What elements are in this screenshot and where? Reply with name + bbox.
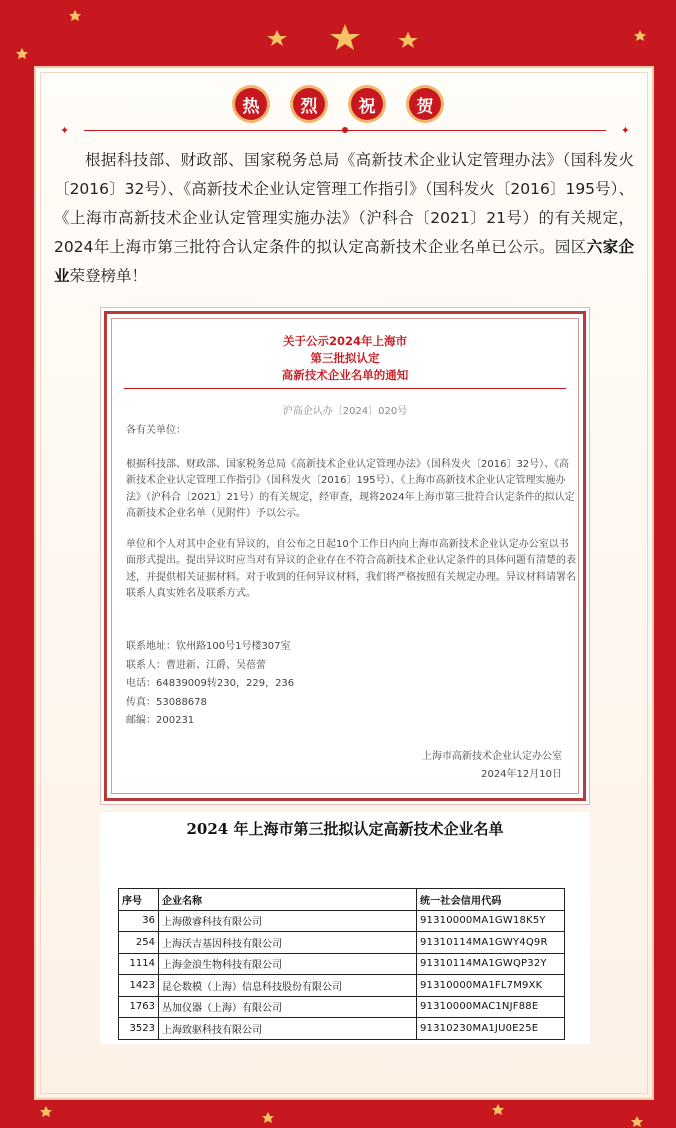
table-header-row xyxy=(119,889,565,911)
header-char: 热 xyxy=(235,88,267,120)
company-list xyxy=(100,812,590,1044)
star-icon xyxy=(634,30,646,41)
table-row: 1423 昆仑数模（上海）信息科技股份有限公司 91310000MA1FL7M9XK xyxy=(119,975,565,997)
star-icon xyxy=(267,30,287,46)
congratulations-header xyxy=(0,88,676,120)
column-header: 统一社会信用代码 xyxy=(417,889,565,911)
sparkle-icon: ✦ xyxy=(60,124,70,137)
intro-highlight: 六家企业 xyxy=(54,238,634,285)
column-header: 企业名称 xyxy=(159,889,417,911)
star-icon xyxy=(69,10,81,21)
table-row: 254 上海沃吉基因科技有限公司 91310114MA1GWY4Q9R xyxy=(119,932,565,954)
table-row: 3523 上海致驱科技有限公司 91310230MA1JU0E25E xyxy=(119,1018,565,1040)
notice-rule xyxy=(124,388,566,389)
column-header: 序号 xyxy=(119,889,159,911)
intro-text-end: 荣登榜单！ xyxy=(69,267,148,285)
star-icon xyxy=(398,32,418,48)
intro-paragraph xyxy=(54,146,634,291)
notice-contact: 联系地址：钦州路100号1号楼307室 联系人：曹进新、江爵、吴蓓蕾 电话：64839009转230，229，236 传真：53088678 邮编：200231 xyxy=(126,641,295,726)
list-title: 2024 年上海市第三批拟认定高新技术企业名单 xyxy=(186,820,504,838)
star-icon xyxy=(40,1106,52,1117)
sparkle-icon: ✦ xyxy=(620,124,630,137)
notice-body xyxy=(126,423,576,603)
notice-document xyxy=(104,311,586,801)
ornament-divider xyxy=(60,124,630,137)
star-icon xyxy=(330,24,360,50)
notice-paragraph: 单位和个人对其中企业有异议的，自公布之日起10个工作日内向上海市高新技术企业认定办公室以书面形式提出。提出异议时应当对有异议的企业存在不符合高新技术企业认定条件的具体问题有清楚的表述，并提供相关证据材料。对于收到的任何异议材料，我们将严格按照有关规定办理。异议材料请署名联系人真实姓名及联系方式。 xyxy=(126,538,576,599)
table-row: 1114 上海金浪生物科技有限公司 91310114MA1GWQP32Y xyxy=(119,953,565,975)
star-icon xyxy=(631,1116,643,1127)
notice-title: 关于公示2024年上海市 第三批拟认定 高新技术企业名单的通知 xyxy=(281,334,409,382)
notice-salutation: 各有关单位： xyxy=(126,425,186,436)
intro-text: 根据科技部、财政部、国家税务总局《高新技术企业认定管理办法》（国科发火〔2016〕32号）、《高新技术企业认定管理工作指引》（国科发火〔2016〕195号）、《上海市高新技术企业认定管理实施办法》（沪科合〔2021〕21号）的有关规定，2024年上海市第三批符合认定条件的拟认定高新技术企业名单已公示。园区 xyxy=(54,151,634,256)
table-row: 36 上海傲睿科技有限公司 91310000MA1GW18K5Y xyxy=(119,910,565,932)
company-table xyxy=(118,888,565,1040)
header-char: 贺 xyxy=(409,88,441,120)
star-icon xyxy=(16,48,28,59)
header-char: 烈 xyxy=(293,88,325,120)
notice-paragraph: 根据科技部、财政部、国家税务总局《高新技术企业认定管理办法》（国科发火〔2016〕32号）、《高新技术企业认定管理工作指引》（国科发火〔2016〕195号）、《上海市高新技术企业认定管理实施办法》（沪科合〔2021〕21号）的有关规定，经审查，现将2024年上海市第三批符合认定条件的拟认定高新技术企业名单（见附件）予以公示。 xyxy=(126,458,575,519)
table-row: 1763 丛加仪器（上海）有限公司 91310000MAC1NJF88E xyxy=(119,996,565,1018)
notice-doc-number: 沪高企认办〔2024〕020号 xyxy=(282,406,408,417)
notice-signature: 上海市高新技术企业认定办公室 2024年12月10日 xyxy=(422,751,562,780)
star-icon xyxy=(262,1112,274,1123)
header-char: 祝 xyxy=(351,88,383,120)
star-icon xyxy=(492,1104,504,1115)
